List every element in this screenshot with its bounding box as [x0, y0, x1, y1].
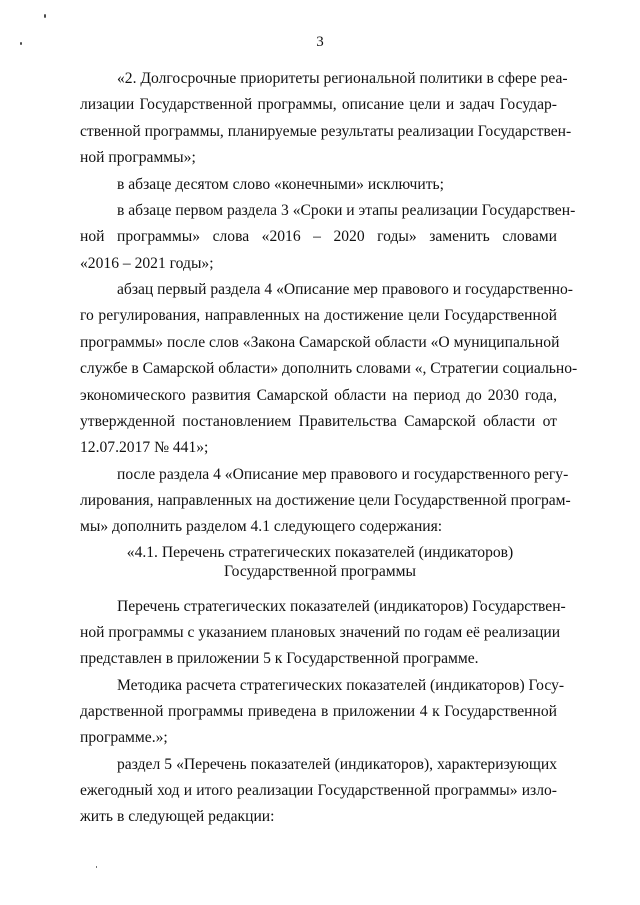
paragraph-line: после раздела 4 «Описание мер правового и государственного регу-: [117, 466, 569, 483]
paragraph-line: Перечень стратегических показателей (индикаторов) Государствен-: [117, 598, 566, 615]
section-heading: Государственной программы: [224, 563, 416, 580]
paragraph-line: ежегодный ход и итого реализации Государственной программы» изло-: [80, 782, 557, 799]
page-number: 3: [316, 34, 324, 50]
paragraph-line: экономического развития Самарской области на период до 2030 года,: [80, 387, 557, 404]
paragraph-line: программе.»;: [80, 729, 168, 746]
paragraph-line: дарственной программы приведена в приложении 4 к Государственной: [80, 703, 557, 720]
paragraph-line: представлен в приложении 5 к Государственной программе.: [80, 650, 479, 667]
paragraph-line: ной программы с указанием плановых значений по годам её реализации: [80, 624, 561, 641]
paragraph-line: ственной программы, планируемые результаты реализации Государствен-: [80, 123, 572, 140]
paragraph-line: раздел 5 «Перечень показателей (индикаторов), характеризующих: [117, 756, 557, 773]
paragraph-line: в абзаце десятом слово «конечными» исключить;: [117, 176, 444, 193]
paragraph-line: 12.07.2017 № 441»;: [80, 439, 209, 456]
paragraph-line: «2. Долгосрочные приоритеты региональной политики в сфере реа-: [117, 70, 568, 87]
paragraph-line: абзац первый раздела 4 «Описание мер правового и государственно-: [117, 281, 573, 298]
paragraph-line: лирования, направленных на достижение цели Государственной програм-: [80, 492, 571, 509]
scan-speck: [96, 866, 97, 868]
paragraph-line: лизации Государственной программы, описание цели и задач Государ-: [80, 96, 557, 113]
paragraph-line: го регулирования, направленных на достижение цели Государственной: [80, 307, 557, 324]
paragraph-line: ной программы»;: [80, 149, 196, 166]
paragraph-line: ной программы» слова «2016 – 2020 годы» заменить словами: [80, 228, 557, 245]
paragraph-line: «2016 – 2021 годы»;: [80, 255, 214, 272]
paragraph-line: мы» дополнить разделом 4.1 следующего содержания:: [80, 518, 443, 535]
paragraph-line: жить в следующей редакции:: [80, 808, 275, 825]
section-heading: «4.1. Перечень стратегических показателей (индикаторов): [126, 544, 514, 561]
paragraph-line: службе в Самарской области» дополнить словами «, Стратегии социально-: [80, 360, 578, 377]
paragraph-line: Методика расчета стратегических показателей (индикаторов) Госу-: [117, 677, 565, 694]
paragraph-line: программы» после слов «Закона Самарской области «О муниципальной: [80, 334, 560, 351]
paragraph-line: в абзаце первом раздела 3 «Сроки и этапы реализации Государствен-: [117, 202, 576, 219]
paragraph-line: утвержденной постановлением Правительства Самарской области от: [80, 413, 557, 430]
scan-speck: [44, 14, 46, 18]
